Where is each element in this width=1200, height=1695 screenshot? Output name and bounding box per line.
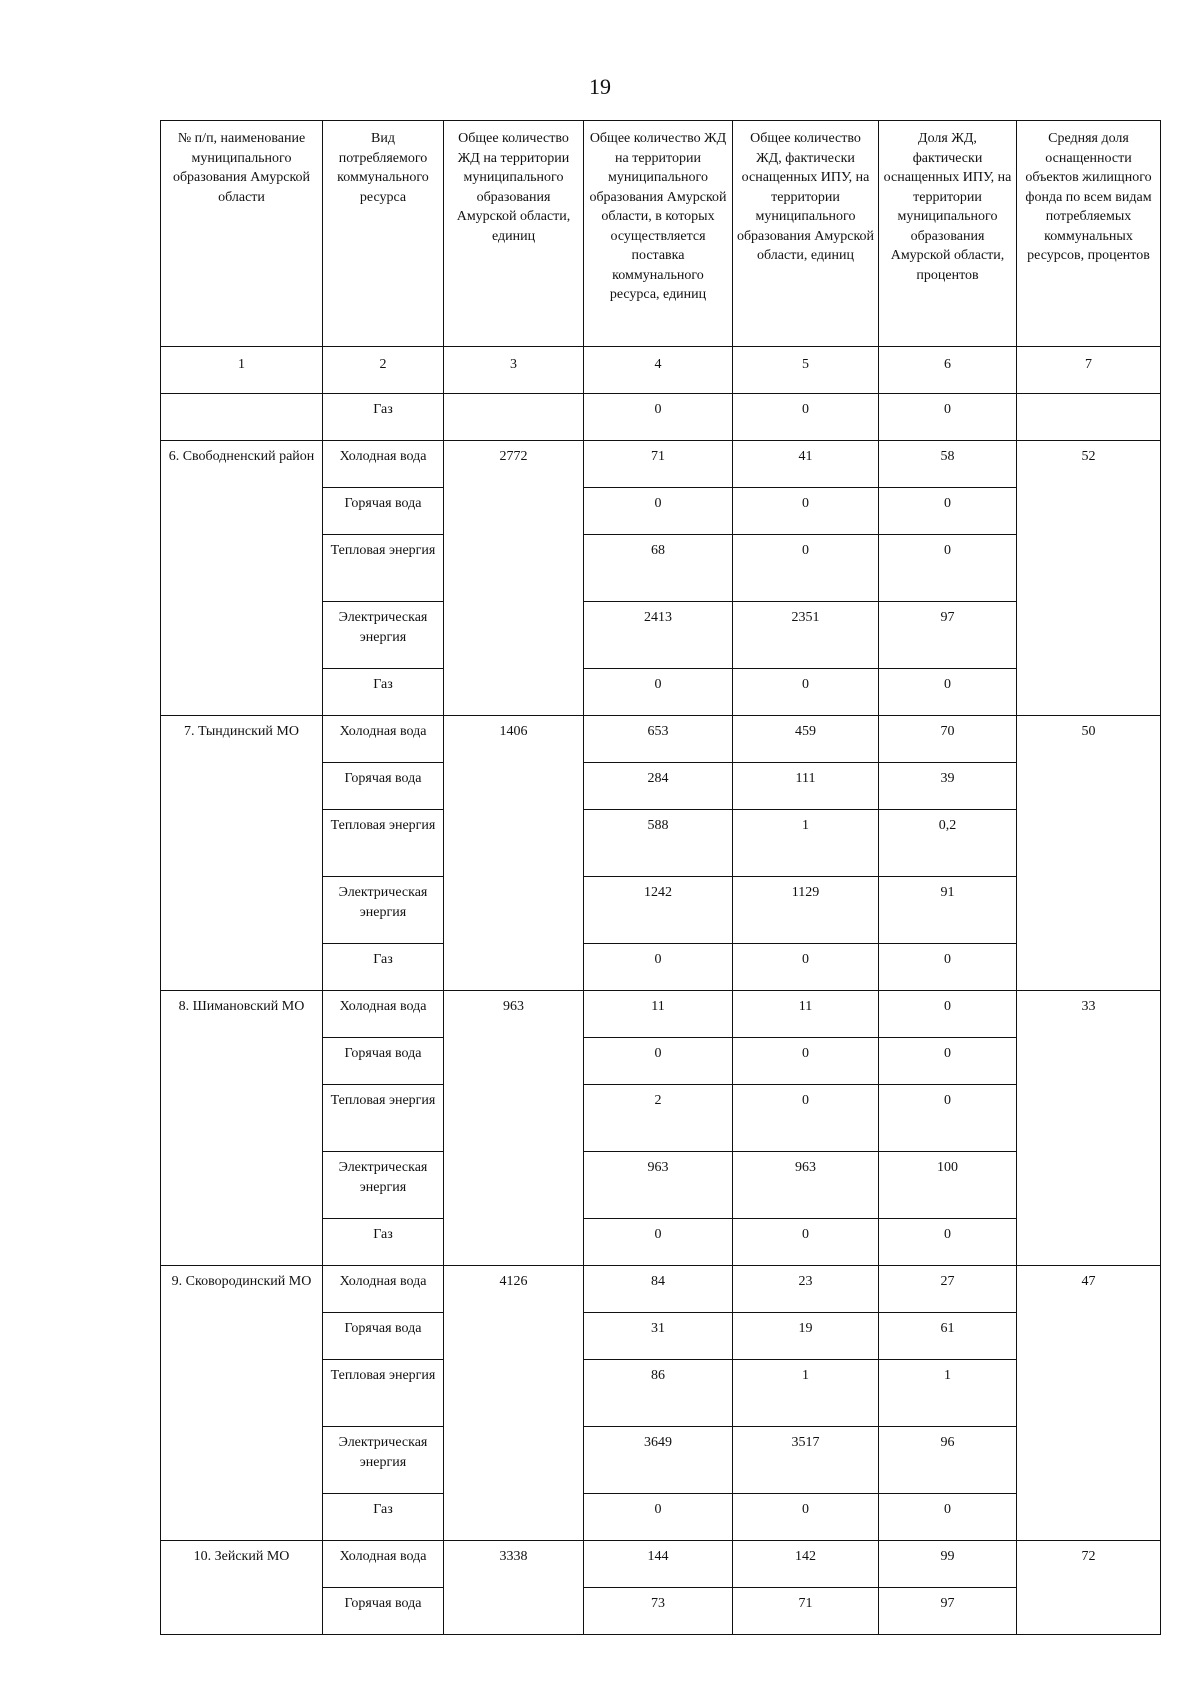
resource-name: Горячая вода: [323, 763, 444, 810]
municipality-name: 9. Сковородинский МО: [161, 1266, 323, 1541]
resource-name: Тепловая энергия: [323, 1360, 444, 1427]
share-value: 0: [879, 1085, 1017, 1152]
resource-name: Холодная вода: [323, 1541, 444, 1588]
average-share-value: 52: [1017, 441, 1161, 716]
equipped-value: 0: [733, 944, 879, 991]
table-row: [161, 441, 1161, 488]
table-row: [161, 1266, 1161, 1313]
supplied-value: 0: [584, 1494, 733, 1541]
share-value: 97: [879, 1588, 1017, 1635]
equipped-value: 19: [733, 1313, 879, 1360]
share-value: 91: [879, 877, 1017, 944]
share-value: 61: [879, 1313, 1017, 1360]
supplied-value: 2413: [584, 602, 733, 669]
share-value: 39: [879, 763, 1017, 810]
share-value: 0: [879, 1038, 1017, 1085]
resource-name: Тепловая энергия: [323, 810, 444, 877]
supplied-value: 84: [584, 1266, 733, 1313]
municipality-name: 10. Зейский МО: [161, 1541, 323, 1635]
supplied-value: 144: [584, 1541, 733, 1588]
column-number-row: [161, 347, 1161, 394]
supplied-value: 2: [584, 1085, 733, 1152]
supplied-value: 963: [584, 1152, 733, 1219]
municipality-name: 6. Свободненский район: [161, 441, 323, 716]
average-share-value: 47: [1017, 1266, 1161, 1541]
equipped-value: 1129: [733, 877, 879, 944]
share-value: 0: [879, 535, 1017, 602]
total-buildings-value: 3338: [444, 1541, 584, 1635]
header-average-share: Средняя доля оснащенности объектов жилищного фонда по всем видам потребляемых коммунальных ресурсов, процентов: [1017, 121, 1161, 347]
share-value: 97: [879, 602, 1017, 669]
resource-name: Электрическая энергия: [323, 1427, 444, 1494]
average-share-value: 50: [1017, 716, 1161, 991]
supplied-value: 0: [584, 488, 733, 535]
column-number: 5: [733, 347, 879, 394]
resource-name: Газ: [323, 669, 444, 716]
total-buildings-value: 4126: [444, 1266, 584, 1541]
resource-name: Горячая вода: [323, 488, 444, 535]
resource-name: Газ: [323, 394, 444, 441]
column-number: 4: [584, 347, 733, 394]
municipality-name: 7. Тындинский МО: [161, 716, 323, 991]
header-equipped-share: Доля ЖД, фактически оснащенных ИПУ, на территории муниципального образования Амурской области, процентов: [879, 121, 1017, 347]
average-share-value: 72: [1017, 1541, 1161, 1635]
equipment-table: [160, 120, 1161, 1635]
resource-name: Холодная вода: [323, 716, 444, 763]
average-cell-empty: [1017, 394, 1161, 441]
equipped-value: 0: [733, 488, 879, 535]
resource-name: Тепловая энергия: [323, 535, 444, 602]
resource-name: Горячая вода: [323, 1313, 444, 1360]
resource-name: Газ: [323, 1219, 444, 1266]
supplied-value: 11: [584, 991, 733, 1038]
equipped-value: 0: [733, 1085, 879, 1152]
header-resource-type: Вид потребляемого коммунального ресурса: [323, 121, 444, 347]
equipped-value: 111: [733, 763, 879, 810]
carry-over-row: [161, 394, 1161, 441]
resource-name: Газ: [323, 1494, 444, 1541]
municipality-cell-empty: [161, 394, 323, 441]
header-row: [161, 121, 1161, 347]
supplied-value: 0: [584, 669, 733, 716]
share-value: 0: [879, 394, 1017, 441]
resource-name: Электрическая энергия: [323, 877, 444, 944]
supplied-value: 31: [584, 1313, 733, 1360]
resource-name: Горячая вода: [323, 1038, 444, 1085]
supplied-value: 71: [584, 441, 733, 488]
share-value: 27: [879, 1266, 1017, 1313]
column-number: 2: [323, 347, 444, 394]
total-cell-empty: [444, 394, 584, 441]
share-value: 0: [879, 488, 1017, 535]
header-total-buildings: Общее количество ЖД на территории муниципального образования Амурской области, единиц: [444, 121, 584, 347]
share-value: 58: [879, 441, 1017, 488]
table-row: [161, 991, 1161, 1038]
equipped-value: 0: [733, 1219, 879, 1266]
equipped-value: 0: [733, 1038, 879, 1085]
supplied-value: 68: [584, 535, 733, 602]
header-supplied-buildings: Общее количество ЖД на территории муниципального образования Амурской области, в которых осуществляется поставка коммунального ресурса, единиц: [584, 121, 733, 347]
supplied-value: 73: [584, 1588, 733, 1635]
equipped-value: 0: [733, 394, 879, 441]
column-number: 6: [879, 347, 1017, 394]
equipped-value: 459: [733, 716, 879, 763]
share-value: 0: [879, 944, 1017, 991]
page-number: 19: [589, 74, 611, 99]
resource-name: Холодная вода: [323, 441, 444, 488]
total-buildings-value: 1406: [444, 716, 584, 991]
average-share-value: 33: [1017, 991, 1161, 1266]
header-municipality: № п/п, наименование муниципального образования Амурской области: [161, 121, 323, 347]
supplied-value: 0: [584, 394, 733, 441]
equipped-value: 0: [733, 669, 879, 716]
equipped-value: 1: [733, 810, 879, 877]
equipped-value: 142: [733, 1541, 879, 1588]
equipped-value: 23: [733, 1266, 879, 1313]
equipped-value: 3517: [733, 1427, 879, 1494]
resource-name: Газ: [323, 944, 444, 991]
share-value: 96: [879, 1427, 1017, 1494]
supplied-value: 1242: [584, 877, 733, 944]
total-buildings-value: 963: [444, 991, 584, 1266]
supplied-value: 0: [584, 944, 733, 991]
resource-name: Холодная вода: [323, 991, 444, 1038]
supplied-value: 653: [584, 716, 733, 763]
supplied-value: 588: [584, 810, 733, 877]
municipality-name: 8. Шимановский МО: [161, 991, 323, 1266]
share-value: 100: [879, 1152, 1017, 1219]
resource-name: Электрическая энергия: [323, 602, 444, 669]
column-number: 1: [161, 347, 323, 394]
supplied-value: 284: [584, 763, 733, 810]
column-number: 3: [444, 347, 584, 394]
equipped-value: 11: [733, 991, 879, 1038]
share-value: 0: [879, 1219, 1017, 1266]
column-number: 7: [1017, 347, 1161, 394]
equipped-value: 1: [733, 1360, 879, 1427]
supplied-value: 0: [584, 1219, 733, 1266]
table-row: [161, 716, 1161, 763]
share-value: 0,2: [879, 810, 1017, 877]
total-buildings-value: 2772: [444, 441, 584, 716]
header-equipped-buildings: Общее количество ЖД, фактически оснащенных ИПУ, на территории муниципального образования Амурской области, единиц: [733, 121, 879, 347]
equipped-value: 71: [733, 1588, 879, 1635]
supplied-value: 0: [584, 1038, 733, 1085]
share-value: 0: [879, 1494, 1017, 1541]
equipped-value: 0: [733, 1494, 879, 1541]
resource-name: Холодная вода: [323, 1266, 444, 1313]
equipped-value: 41: [733, 441, 879, 488]
supplied-value: 86: [584, 1360, 733, 1427]
equipped-value: 0: [733, 535, 879, 602]
resource-name: Тепловая энергия: [323, 1085, 444, 1152]
share-value: 70: [879, 716, 1017, 763]
share-value: 0: [879, 669, 1017, 716]
supplied-value: 3649: [584, 1427, 733, 1494]
share-value: 1: [879, 1360, 1017, 1427]
table-row: [161, 1541, 1161, 1588]
equipped-value: 2351: [733, 602, 879, 669]
resource-name: Горячая вода: [323, 1588, 444, 1635]
resource-name: Электрическая энергия: [323, 1152, 444, 1219]
share-value: 99: [879, 1541, 1017, 1588]
equipped-value: 963: [733, 1152, 879, 1219]
share-value: 0: [879, 991, 1017, 1038]
